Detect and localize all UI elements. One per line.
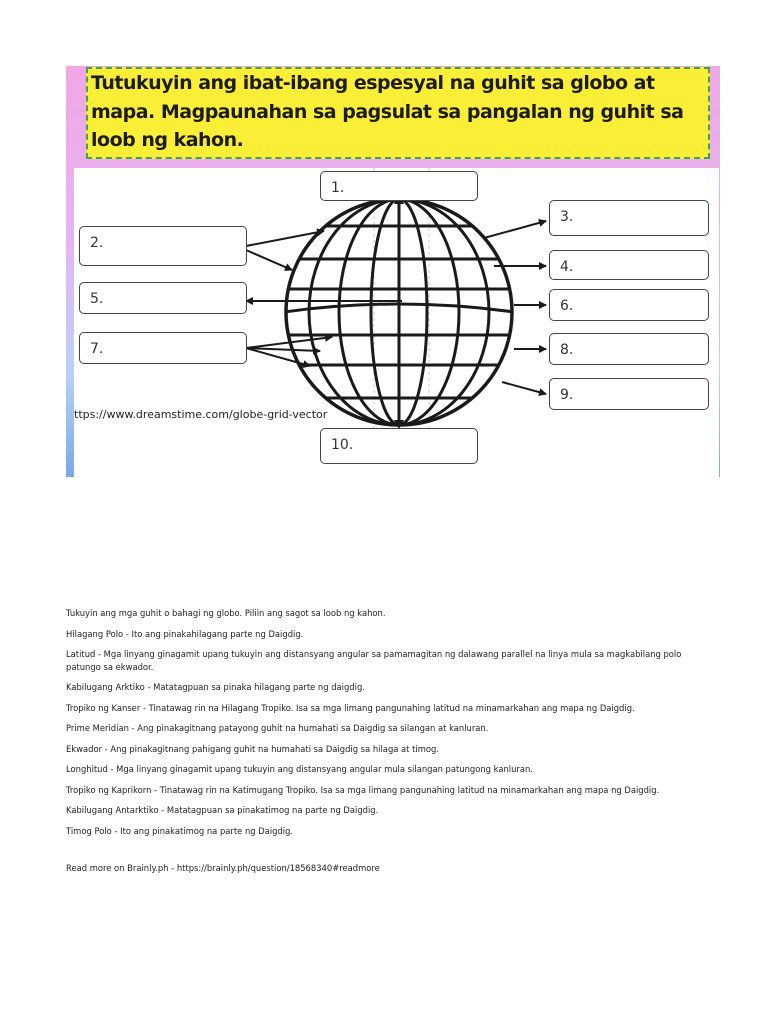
pointer-arrows [246,221,546,394]
answer-box-3[interactable]: 3. [549,200,709,236]
note-item: Kabilugang Arktiko - Matatagpuan sa pinaka hilagang parte ng daigdig. [66,682,365,692]
answer-box-4[interactable]: 4. [549,250,709,280]
answer-notes [66,607,706,883]
image-source-credit: ttps://www.dreamstime.com/globe-grid-vector [74,408,328,421]
note-item: Tropiko ng Kanser - Tinatawag rin na Hilagang Tropiko. Isa sa mga limang pangunahing latitud na minamarkahan ang mapa ng Daigdig. [66,702,635,713]
answer-box-6[interactable]: 6. [549,289,709,321]
title-box [86,67,710,159]
worksheet-title: Tutukuyin ang ibat-ibang espesyal na guhit sa globo at mapa. Magpaunahan sa pagsulat sa pangalan ng guhit sa loob ng kahon. [91,72,684,151]
answer-box-5[interactable]: 5. [79,282,247,314]
note-item: Longhitud - Mga linyang ginagamit upang tukuyin ang distansyang angular mula silangan patungong kanluran. [66,764,533,774]
note-item: Latitud - Mga linyang ginagamit upang tukuyin ang distansyang angular sa pamamagitan ng dalawang parallel na linya mula sa magkabilang polo patungo sa ekwador. [66,649,682,672]
answer-box-9[interactable]: 9. [549,378,709,410]
note-item: Tropiko ng Kaprikorn - Tinatawag rin na Katimugang Tropiko. Isa sa mga limang pangunahing latitud na minamarkahan ang mapa ng Daigdig. [66,784,660,795]
answer-box-7[interactable]: 7. [79,332,247,364]
readmore-link[interactable]: Read more on Brainly.ph - https://brainly.ph/question/18568340#readmore [66,863,380,873]
note-item: Ekwador - Ang pinakagitnang pahigang guhit na humahati sa Daigdig sa hilaga at timog. [66,743,439,754]
globe-panel [74,168,719,477]
globe-grid [274,196,524,428]
notes-intro: Tukuyin ang mga guhit o bahagi ng globo. Piliin ang sagot sa loob ng kahon. [66,608,386,618]
note-item: Prime Meridian - Ang pinakagitnang patayong guhit na humahati sa Daigdig sa silangan at kanluran. [66,723,489,733]
note-item: Timog Polo - Ito ang pinakatimog na parte ng Daigdig. [66,825,294,836]
answer-box-1[interactable]: 1. [320,171,478,201]
answer-box-8[interactable]: 8. [549,333,709,365]
worksheet-image [66,66,720,477]
answer-box-2[interactable]: 2. [79,226,247,266]
note-item: Hilagang Polo - Ito ang pinakahilagang parte ng Daigdig. [66,628,304,639]
answer-box-10[interactable]: 10. [320,428,478,464]
note-item: Kabilugang Antarktiko - Matatagpuan sa pinakatimog na parte ng Daigdig. [66,805,379,815]
